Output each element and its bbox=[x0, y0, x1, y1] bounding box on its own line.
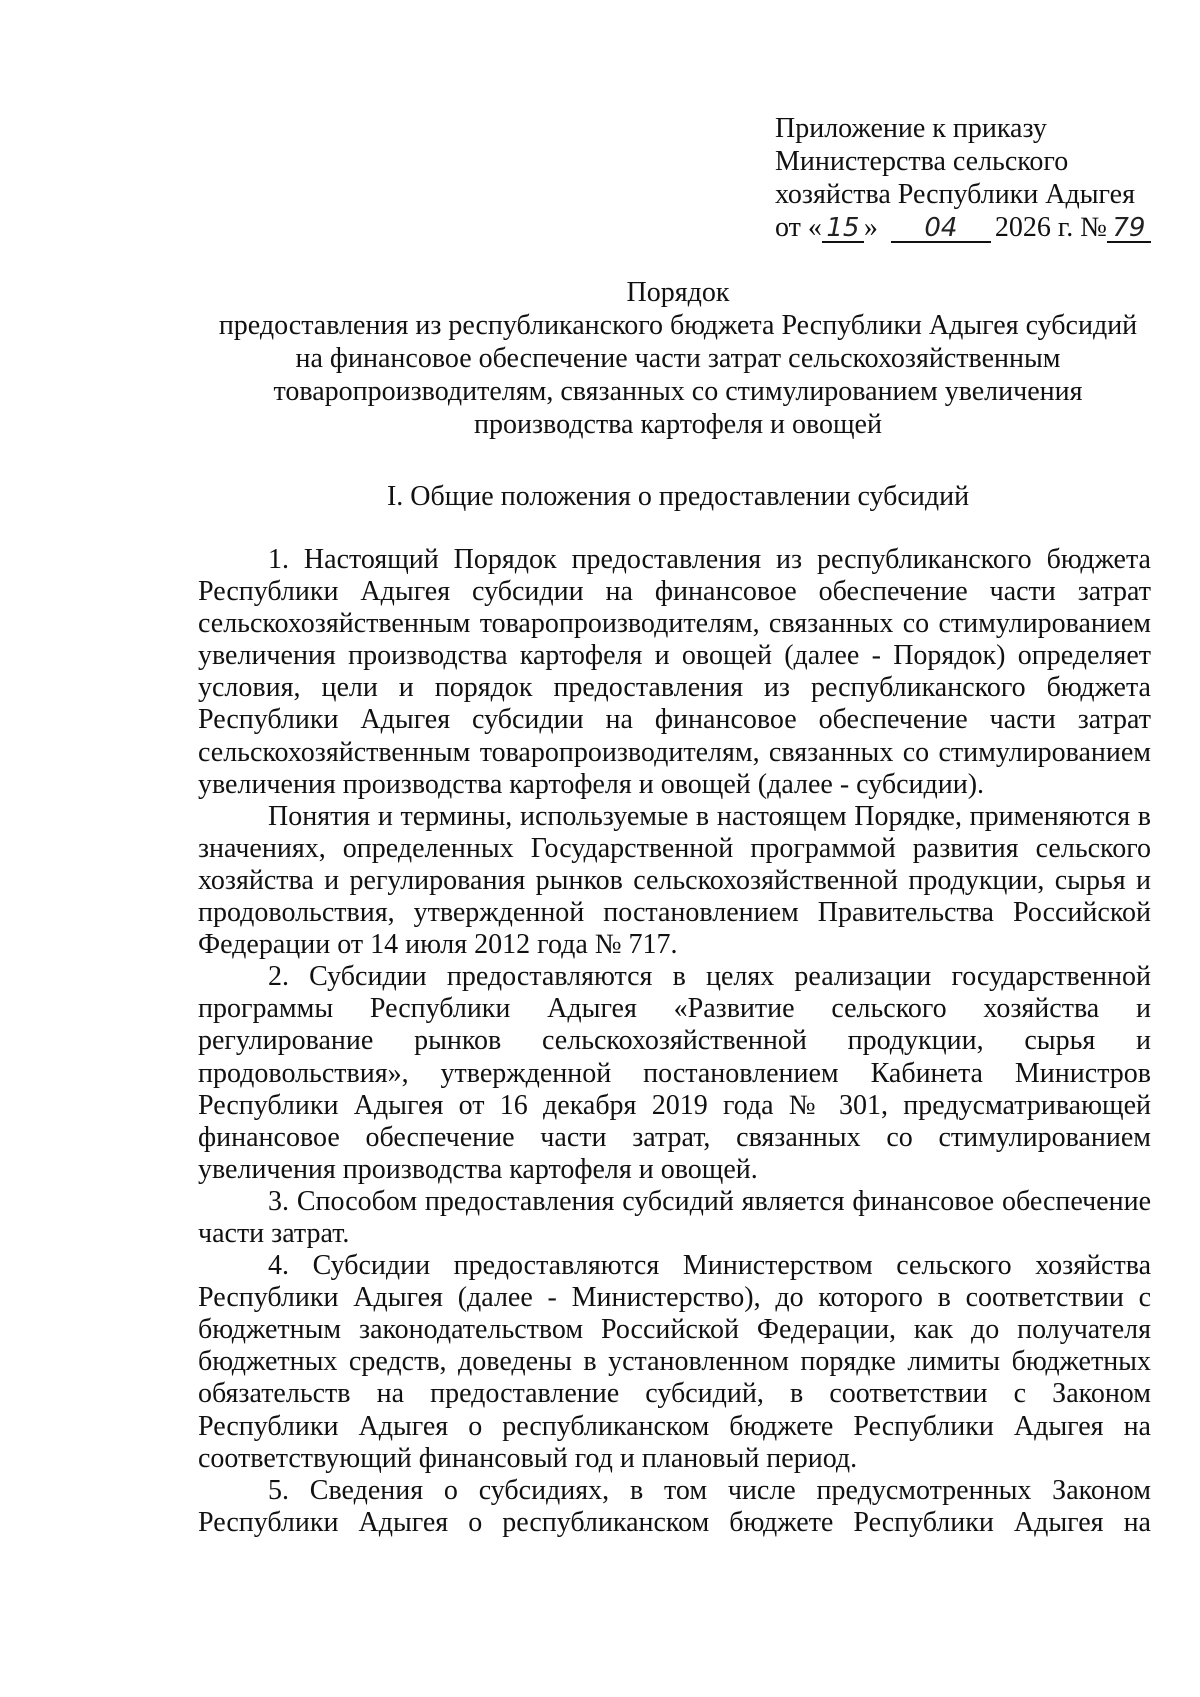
title-line: производства картофеля и овощей bbox=[474, 409, 882, 440]
approval-block bbox=[775, 112, 1175, 244]
handwritten-day: 15 bbox=[822, 215, 864, 243]
section-title: I. Общие положения о предоставлении субсидий bbox=[386, 481, 970, 512]
document-title bbox=[195, 276, 1161, 441]
title-heading: Порядок bbox=[626, 277, 730, 308]
document-body bbox=[198, 544, 1151, 1539]
approval-line: Приложение к приказу bbox=[775, 113, 1047, 144]
paragraph: 5. Сведения о субсидиях, в том числе предусмотренных Законом Республики Адыгея о республиканском бюджете Республики Адыгея на bbox=[198, 1474, 1151, 1538]
date-prefix: от « bbox=[775, 212, 822, 243]
paragraph: 4. Субсидии предоставляются Министерством сельского хозяйства Республики Адыгея (далее - Министерство), до которого в соответствии с бюджетным законодательством Российской Федерации, как до получателя бюджетных средств, доведены в установленном порядке лимиты бюджетных обязательств на предоставление субсидий, в соответствии с Законом Республики Адыгея о республиканском бюджете Республики Адыгея на соответствующий финансовый год и плановый период. bbox=[198, 1250, 1151, 1474]
date-close: » bbox=[863, 212, 878, 243]
paragraph: 2. Субсидии предоставляются в целях реализации государственной программы Республики Адыгея «Развитие сельского хозяйства и регулирование рынков сельскохозяйственной продукции, сырья и продовольствия», утвержденной постановлением Кабинета Министров Республики Адыгея от 16 декабря 2019 года № 301, предусматривающей финансовое обеспечение части затрат, связанных со стимулированием увеличения производства картофеля и овощей. bbox=[198, 961, 1151, 1185]
approval-line: хозяйства Республики Адыгея bbox=[775, 179, 1135, 210]
paragraph: Понятия и термины, используемые в настоящем Порядке, применяются в значениях, определенных Государственной программой развития сельского хозяйства и регулирования рынков сельскохозяйственной продукции, сырья и продовольствия, утвержденной постановлением Правительства Российской Федерации от 14 июля 2012 года № 717. bbox=[198, 800, 1151, 961]
handwritten-order-number: 79 bbox=[1107, 215, 1151, 243]
title-line: товаропроизводителям, связанных со стимулированием увеличения bbox=[273, 376, 1083, 407]
title-line: на финансовое обеспечение части затрат сельскохозяйственным bbox=[295, 343, 1061, 374]
date-year: 2026 г. № bbox=[994, 212, 1107, 243]
handwritten-month: 04 bbox=[891, 215, 991, 243]
paragraph: 3. Способом предоставления субсидий является финансовое обеспечение части затрат. bbox=[198, 1185, 1151, 1249]
approval-line: Министерства сельского bbox=[775, 146, 1069, 177]
title-line: предоставления из республиканского бюджета Республики Адыгея субсидий bbox=[218, 310, 1138, 341]
paragraph: 1. Настоящий Порядок предоставления из республиканского бюджета Республики Адыгея субсидии на финансовое обеспечение части затрат сельскохозяйственным товаропроизводителям, связанных со стимулированием увеличения производства картофеля и овощей (далее - Порядок) определяет условия, цели и порядок предоставления из республиканского бюджета Республики Адыгея субсидии на финансовое обеспечение части затрат сельскохозяйственным товаропроизводителям, связанных со стимулированием увеличения производства картофеля и овощей (далее - субсидии). bbox=[198, 544, 1151, 800]
approval-date-line bbox=[775, 211, 1175, 244]
